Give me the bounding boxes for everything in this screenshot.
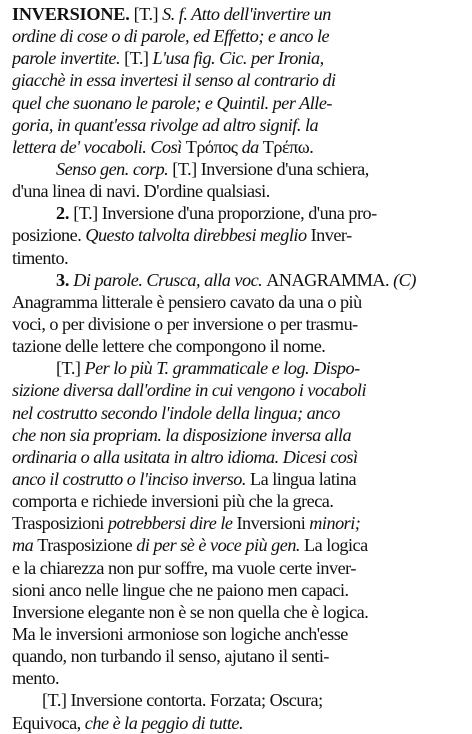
text-span: mento. xyxy=(12,668,60,689)
italic-text: di per sè è voce più gen. xyxy=(136,535,305,556)
text-span: [T.] xyxy=(129,4,163,24)
entry-line xyxy=(12,667,464,689)
text-span: Anagramma litterale è pensiero cavato da una o più xyxy=(12,291,362,312)
entry-line xyxy=(12,313,464,335)
entry-line xyxy=(12,3,464,25)
text-span: La lingua latina xyxy=(249,468,357,489)
entry-line xyxy=(12,47,464,69)
italic-text: da xyxy=(241,136,263,157)
entry-line xyxy=(12,158,464,180)
text-span: Inversioni xyxy=(236,513,310,534)
entry-line xyxy=(12,69,464,91)
italic-text: che non sia propriam. la disposizione inversa alla xyxy=(12,424,352,445)
italic-text: ordine di cose o di parole, ed Effetto; e anco le xyxy=(12,26,330,47)
entry-line xyxy=(12,557,464,579)
entry-line xyxy=(12,601,464,623)
entry-line xyxy=(12,689,464,711)
entry-line xyxy=(12,379,464,401)
italic-text: ma xyxy=(12,535,38,556)
italic-text: goria, in quant'essa rivolge ad altro signif. la xyxy=(12,114,319,135)
text-span: comporta e richiede inversioni più che la greca. xyxy=(12,491,334,512)
entry-line xyxy=(12,224,464,246)
text-span: [T.] xyxy=(56,358,85,379)
entry-line xyxy=(12,136,464,158)
entry-line xyxy=(12,202,464,224)
entry-line xyxy=(12,446,464,468)
entry-line xyxy=(12,402,464,424)
italic-text: sizione diversa dall'ordine in cui vengono i vocaboli xyxy=(12,380,367,401)
headword: 3. xyxy=(56,269,70,290)
italic-text: nel costrutto secondo l'indole della lingua; anco xyxy=(12,402,340,423)
italic-text: Per lo più T. grammaticale e log. Dispo- xyxy=(84,358,360,379)
text-span: [T.] xyxy=(124,48,153,69)
entry-line xyxy=(12,468,464,490)
headword: INVERSIONE. xyxy=(12,4,130,24)
text-span: [T.] Inversione d'una schiera, xyxy=(172,158,369,179)
entry-line xyxy=(12,357,464,379)
text-span: posizione. xyxy=(12,225,86,246)
text-span: Τρόπος xyxy=(185,136,242,157)
italic-text: che è la peggio di tutte. xyxy=(84,712,243,733)
italic-text: parole invertite. xyxy=(12,48,125,69)
entry-line xyxy=(12,180,464,202)
italic-text: Senso gen. corp. xyxy=(56,158,173,179)
text-span: voci, o per divisione o per inversione o per trasmu- xyxy=(12,313,358,334)
text-span: Trasposizioni xyxy=(12,513,108,534)
text-span: Equivoca, xyxy=(12,712,85,733)
text-span: Inversione elegante non è se non quella che è logica. xyxy=(12,601,369,622)
entry-line xyxy=(12,579,464,601)
entry-line xyxy=(12,335,464,357)
entry-line xyxy=(12,424,464,446)
italic-text: minori; xyxy=(309,513,361,534)
italic-text: quel che suonano le parole; e Quintil. per Alle- xyxy=(12,92,332,113)
text-span: La logica xyxy=(304,535,368,556)
text-span: [T.] Inversione d'una proporzione, d'una pro- xyxy=(69,203,377,224)
text-span: tazione delle lettere che compongono il nome. xyxy=(12,336,326,357)
entry-line xyxy=(12,269,464,291)
text-span: [T.] Inversione contorta. Forzata; Oscura; xyxy=(42,690,323,711)
headword: 2. xyxy=(56,203,70,224)
text-span: e la chiarezza non pur soffre, ma vuole certe inver- xyxy=(12,557,356,578)
entry-line xyxy=(12,645,464,667)
italic-text: (C) xyxy=(393,269,416,290)
entry-line xyxy=(12,25,464,47)
entry-line xyxy=(12,247,464,269)
italic-text: anco il costrutto o l'inciso inverso. xyxy=(12,468,250,489)
text-span: sioni anco nelle lingue che ne paiono men capaci. xyxy=(12,579,349,600)
text-span: Inver- xyxy=(310,225,352,246)
italic-text: giacchè in essa invertesi il senso al contrario di xyxy=(12,70,336,91)
entry-line xyxy=(12,512,464,534)
italic-text: Questo talvolta direbbesi meglio xyxy=(85,225,311,246)
italic-text: Di parole. Crusca, alla voc. xyxy=(69,269,267,290)
italic-text: potrebbersi dire le xyxy=(107,513,237,534)
entry-line xyxy=(12,291,464,313)
entry-line xyxy=(12,92,464,114)
italic-text: S. f. Atto dell'invertire un xyxy=(162,4,331,24)
text-span: timento. xyxy=(12,247,69,268)
text-span: quando, non turbando il senso, ajutano il senti- xyxy=(12,646,329,667)
entry-line xyxy=(12,623,464,645)
text-span: Τρέπω. xyxy=(262,136,314,157)
italic-text: ordinaria o alla usitata in altro idioma. Dicesi così xyxy=(12,446,358,467)
entry-line xyxy=(12,712,464,734)
italic-text: lettera de' vocaboli. Così xyxy=(12,136,186,157)
text-span: d'una linea di navi. D'ordine qualsiasi. xyxy=(12,181,270,202)
text-span: Ma le inversioni armoniose son logiche anch'esse xyxy=(12,623,348,644)
entry-line xyxy=(12,114,464,136)
text-span: ANAGRAMMA. xyxy=(266,269,394,290)
entry-line xyxy=(12,534,464,556)
text-span: Trasposizione xyxy=(37,535,137,556)
entry-line xyxy=(12,490,464,512)
italic-text: L'usa fig. Cic. per Ironia, xyxy=(152,48,324,69)
